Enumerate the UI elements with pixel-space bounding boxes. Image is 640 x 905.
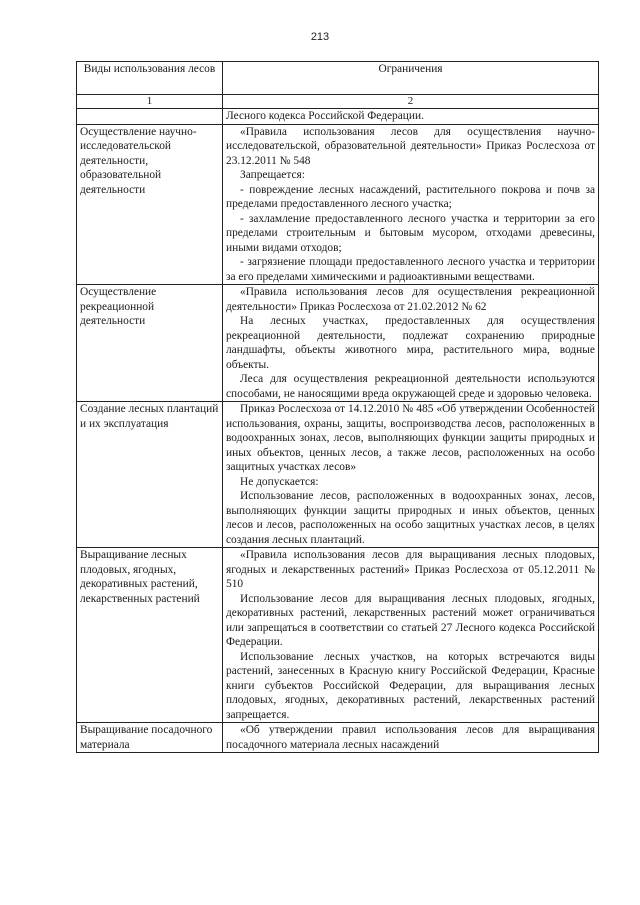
restriction-paragraph: Леса для осуществления рекреационной деятельности используются способами, не наносящими вреда окружающей среде и здоровью человека. [226, 373, 595, 400]
row-restrictions [223, 124, 599, 285]
restriction-paragraph: Использование лесов для выращивания лесных плодовых, ягодных, декоративных растений, лекарственных растений может ограничиваться или запрещаться в соответствии со статьей 27 Лесного кодекса Российской Федерации. [226, 592, 595, 648]
restriction-paragraph: «Правила использования лесов для выращивания лесных плодовых, ягодных и лекарственных растений» Приказ Рослесхоза от 05.12.2011 № 510 [226, 549, 595, 590]
row-restrictions [223, 402, 599, 548]
restrictions-table [76, 61, 599, 753]
table-row-continuation [77, 109, 599, 125]
header-restrictions: Ограничения [223, 62, 599, 95]
row-type: Осуществление научно-исследовательской деятельности, образовательной деятельности [77, 124, 223, 285]
column-number-1: 1 [77, 95, 223, 109]
column-number-2: 2 [223, 95, 599, 109]
row-restrictions [223, 548, 599, 723]
row-restrictions [223, 109, 599, 125]
row-type-empty [77, 109, 223, 125]
table-row-planting-material [77, 723, 599, 753]
row-type: Выращивание лесных плодовых, ягодных, декоративных растений, лекарственных растений [77, 548, 223, 723]
restriction-paragraph: Лесного кодекса Российской Федерации. [226, 110, 424, 122]
restriction-paragraph: Использование лесов, расположенных в водоохранных зонах, лесов, выполняющих функции защиты природных и иных объектов, ценных лесов и лесов, расположенных на особо защитных участках лесов, в целях создания лесных плантаций. [226, 490, 595, 546]
column-number-row [77, 95, 599, 109]
restriction-paragraph: «Правила использования лесов для осуществления научно-исследовательской, образовательной деятельности» Приказ Рослесхоза от 23.12.2011 № 548 [226, 125, 595, 167]
restriction-paragraph: Запрещается: [240, 169, 305, 181]
table-row-plantations [77, 402, 599, 548]
restriction-paragraph: «Об утверждении правил использования лесов для выращивания посадочного материала лесных насаждений [226, 724, 595, 751]
header-forest-use-types: Виды использования лесов [77, 62, 223, 95]
table-row-research [77, 124, 599, 285]
page-number: 213 [310, 31, 330, 43]
restriction-paragraph: - загрязнение площади предоставленного лесного участка и территории за его пределами химическими и радиоактивными веществами. [226, 256, 595, 283]
row-type: Выращивание посадочного материала [77, 723, 223, 753]
row-type: Осуществление рекреационной деятельности [77, 285, 223, 402]
restriction-paragraph: На лесных участках, предоставленных для осуществления рекреационной деятельности, подлежат сохранению природные ландшафты, объекты животного мира, растительного мира, водные объекты. [226, 315, 595, 371]
row-restrictions [223, 723, 599, 753]
restriction-paragraph: - повреждение лесных насаждений, растительного покрова и почв за пределами предоставленного лесного участка; [226, 183, 595, 210]
restriction-paragraph: Приказ Рослесхоза от 14.12.2010 № 485 «Об утверждении Особенностей использования, охраны, защиты, воспроизводства лесов, расположенных в водоохранных зонах, лесов, выполняющих функции защиты природных и иных объектов, ценных лесов, а также лесов, расположенных на особо защитных участках лесов» [226, 403, 595, 473]
restriction-paragraph: Использование лесных участков, на которых встречаются виды растений, занесенных в Красную книгу Российской Федерации, Красные книги субъектов Российской Федерации, для выращивания лесных плодовых, ягодных, декоративных растений, лекарственных растений запрещается. [226, 650, 595, 721]
restriction-paragraph: - захламление предоставленного лесного участка и территории за его пределами строительным и бытовым мусором, отходами древесины, иными видами отходов; [226, 212, 595, 254]
row-type: Создание лесных плантаций и их эксплуатация [77, 402, 223, 548]
restriction-paragraph: «Правила использования лесов для осуществления рекреационной деятельности» Приказ Рослесхоза от 21.02.2012 № 62 [226, 286, 595, 313]
table-header-row [77, 62, 599, 95]
row-restrictions [223, 285, 599, 402]
table-row-recreation [77, 285, 599, 402]
table-row-cultivation-plants [77, 548, 599, 723]
restriction-paragraph: Не допускается: [240, 475, 319, 488]
